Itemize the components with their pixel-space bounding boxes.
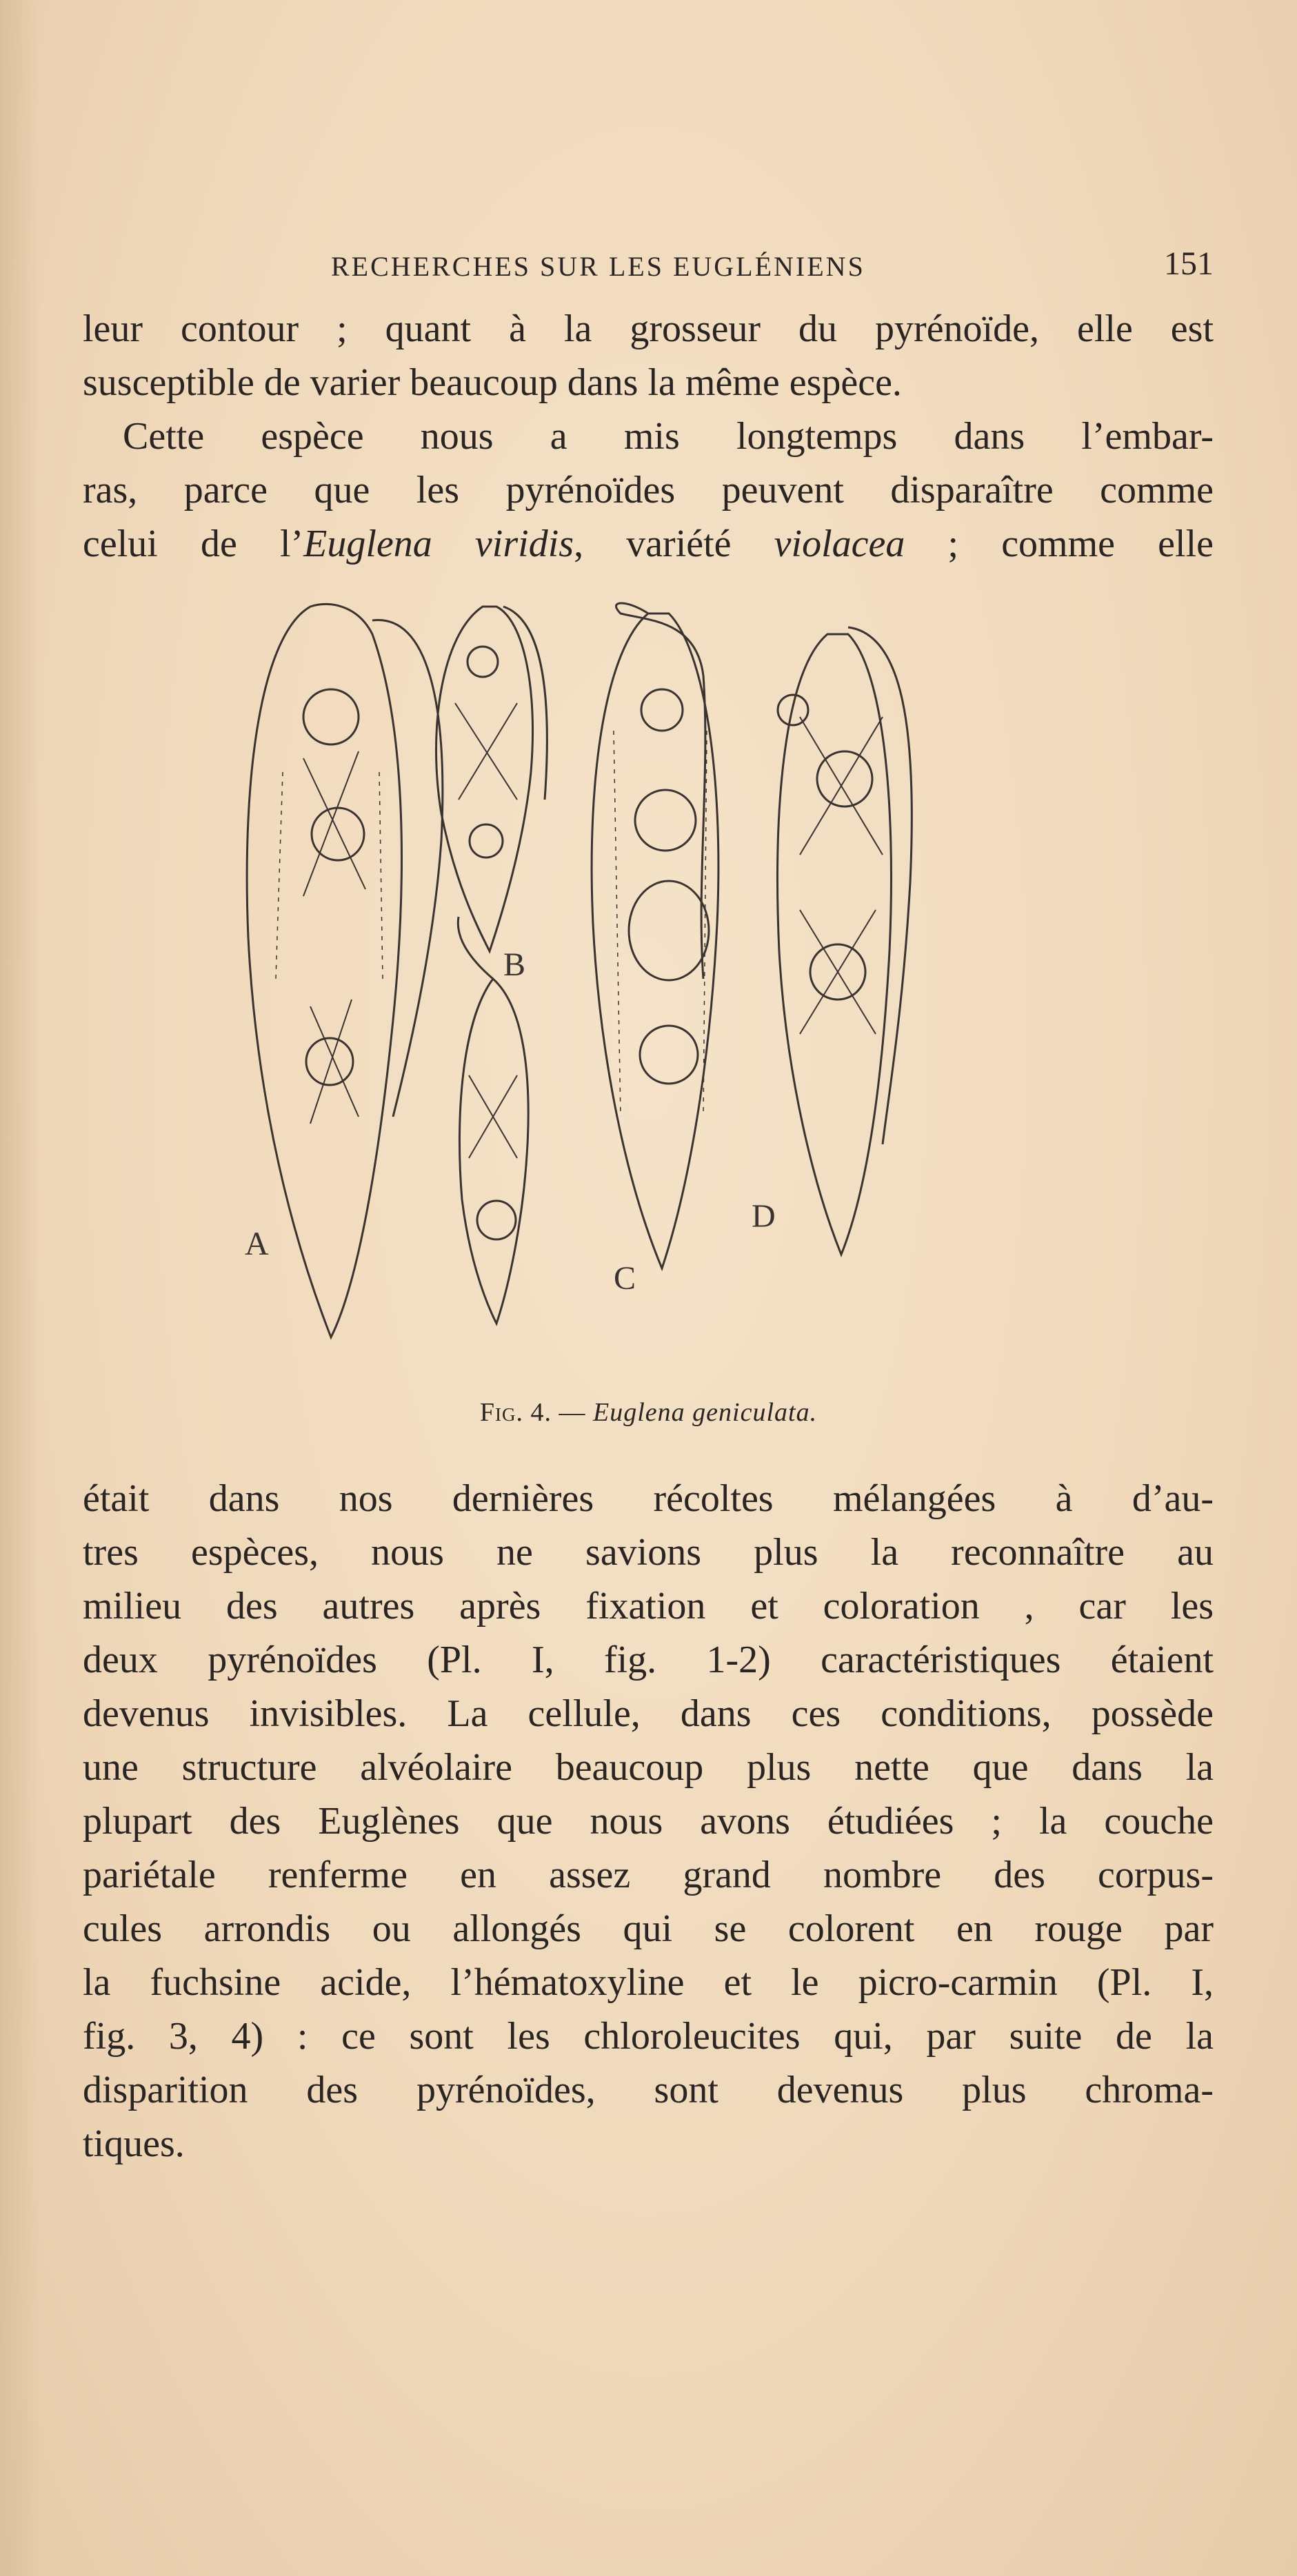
text-line: pariétale renferme en assez grand nombre des corpus-: [83, 1854, 1214, 1896]
text-line: tiques.: [83, 2122, 185, 2165]
caption-prefix: Fig. 4. —: [479, 1398, 586, 1427]
bottom-paragraph: [83, 1472, 1214, 2171]
page-edge-shadow: [0, 0, 41, 2576]
top-paragraph: [83, 302, 1214, 571]
text-line: disparition des pyrénoïdes, sont devenus plus chroma-: [83, 2069, 1214, 2111]
cell-b-upper: [436, 607, 547, 951]
cell-a: [247, 604, 443, 1337]
variety-name: violacea: [774, 523, 905, 565]
text-line: deux pyrénoïdes (Pl. I, fig. 1-2) caractéristiques étaient: [83, 1639, 1214, 1681]
text-line: fig. 3, 4) : ce sont les chloroleucites qui, par suite de la: [83, 2015, 1214, 2058]
panel-label-d: D: [752, 1198, 776, 1235]
text-line: leur contour ; quant à la grosseur du pyrénoïde, elle est: [83, 307, 1214, 350]
figure-euglena-drawings: [221, 593, 1089, 1406]
panel-label-c: C: [614, 1260, 636, 1297]
panel-label-a: A: [245, 1226, 269, 1262]
page-header: [83, 245, 1214, 286]
text-line: Cette espèce nous a mis longtemps dans l’embar-: [123, 415, 1214, 458]
running-title: RECHERCHES SUR LES EUGLÉNIENS: [331, 251, 865, 282]
text-line: plupart des Euglènes que nous avons étudiées ; la couche: [83, 1800, 1214, 1843]
text-line: ras, parce que les pyrénoïdes peuvent disparaître comme: [83, 469, 1214, 511]
text-line: milieu des autres après fixation et coloration , car les: [83, 1585, 1214, 1627]
caption-species: Euglena geniculata.: [593, 1398, 818, 1427]
euglena-illustration: [221, 593, 1089, 1406]
figure-caption: [0, 1397, 1297, 1428]
text-line: était dans nos dernières récoltes mélangées à d’au-: [83, 1477, 1214, 1520]
text-line: la fuchsine acide, l’hématoxyline et le picro-carmin (Pl. I,: [83, 1961, 1214, 2004]
text-line: susceptible de varier beaucoup dans la même espèce.: [83, 361, 902, 404]
text-line: celui de l’Euglena viridis, variété violacea ; comme elle: [83, 523, 1214, 565]
species-name: Euglena viridis: [303, 523, 574, 565]
page-number: 151: [1164, 245, 1214, 282]
cell-c: [592, 603, 718, 1268]
text-line: tres espèces, nous ne savions plus la reconnaître au: [83, 1531, 1214, 1574]
panel-label-b: B: [503, 946, 526, 983]
text-line: cules arrondis ou allongés qui se colorent en rouge par: [83, 1907, 1214, 1950]
cell-d: [778, 627, 912, 1255]
text-line: une structure alvéolaire beaucoup plus nette que dans la: [83, 1746, 1214, 1789]
text-line: devenus invisibles. La cellule, dans ces conditions, possède: [83, 1692, 1214, 1735]
